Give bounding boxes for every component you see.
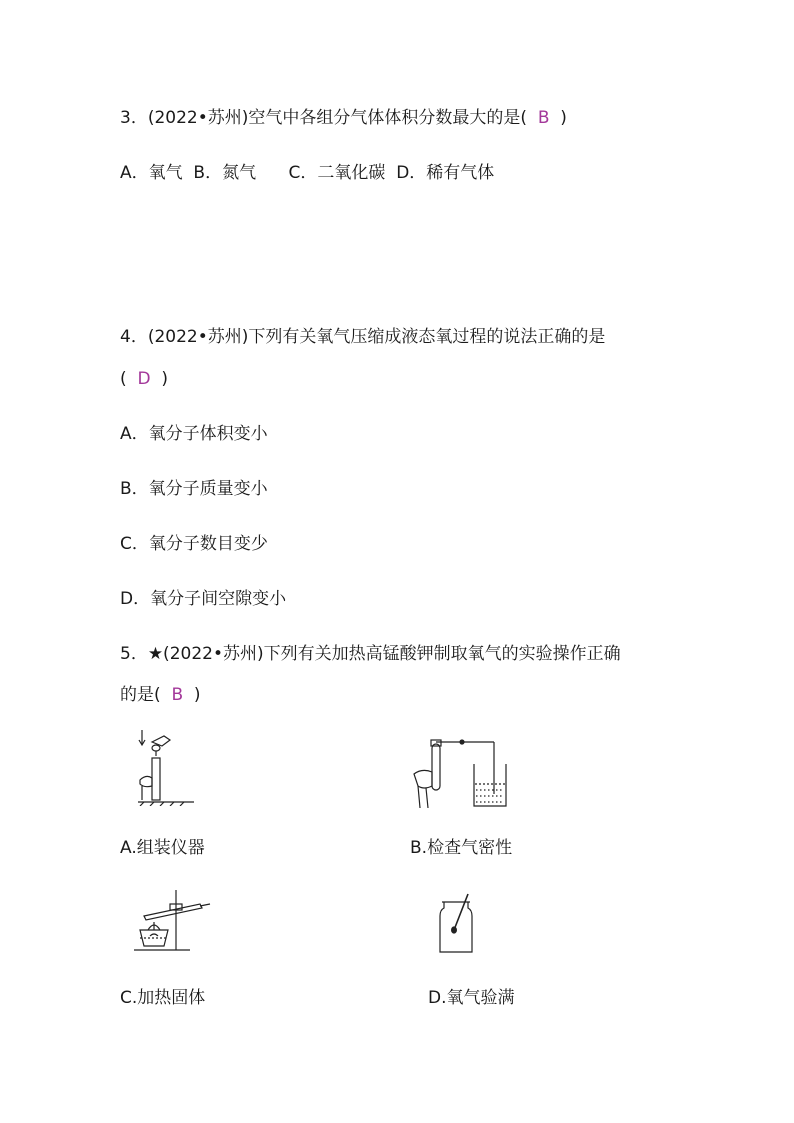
oxygen-full-test-figure [438, 890, 478, 956]
q4-option-c: C．氧分子数目变少 [120, 534, 268, 554]
q5-answer: B [171, 685, 184, 705]
q5-caption-a: A.组装仪器 [120, 838, 205, 858]
q4-option-d: D．氧分子间空隙变小 [120, 589, 287, 609]
q4-answer: D [137, 369, 151, 389]
q4-option-b: B．氧分子质量变小 [120, 479, 268, 499]
q4-stem-line2: ( D ) [120, 369, 168, 389]
airtightness-check-figure [412, 738, 508, 810]
q5-caption-c: C.加热固体 [120, 988, 206, 1008]
q5-caption-b: B.检查气密性 [410, 838, 513, 858]
q4-stem-line1: 4．(2022•苏州)下列有关氧气压缩成液态氧过程的说法正确的是 [120, 327, 606, 347]
q3-stem: 3．(2022•苏州)空气中各组分气体体积分数最大的是( B ) [120, 108, 567, 128]
q3-answer: B [537, 108, 550, 128]
q3-options: A．氧气 B．氮气 C．二氧化碳 D．稀有气体 [120, 163, 495, 183]
heating-solid-figure [130, 886, 212, 956]
q5-caption-d: D.氧气验满 [428, 988, 515, 1008]
q5-stem-line2: 的是( B ) [120, 685, 201, 705]
assemble-apparatus-figure [134, 728, 198, 806]
q5-stem-line1: 5．★(2022•苏州)下列有关加热高锰酸钾制取氧气的实验操作正确 [120, 644, 621, 664]
q4-option-a: A．氧分子体积变小 [120, 424, 268, 444]
